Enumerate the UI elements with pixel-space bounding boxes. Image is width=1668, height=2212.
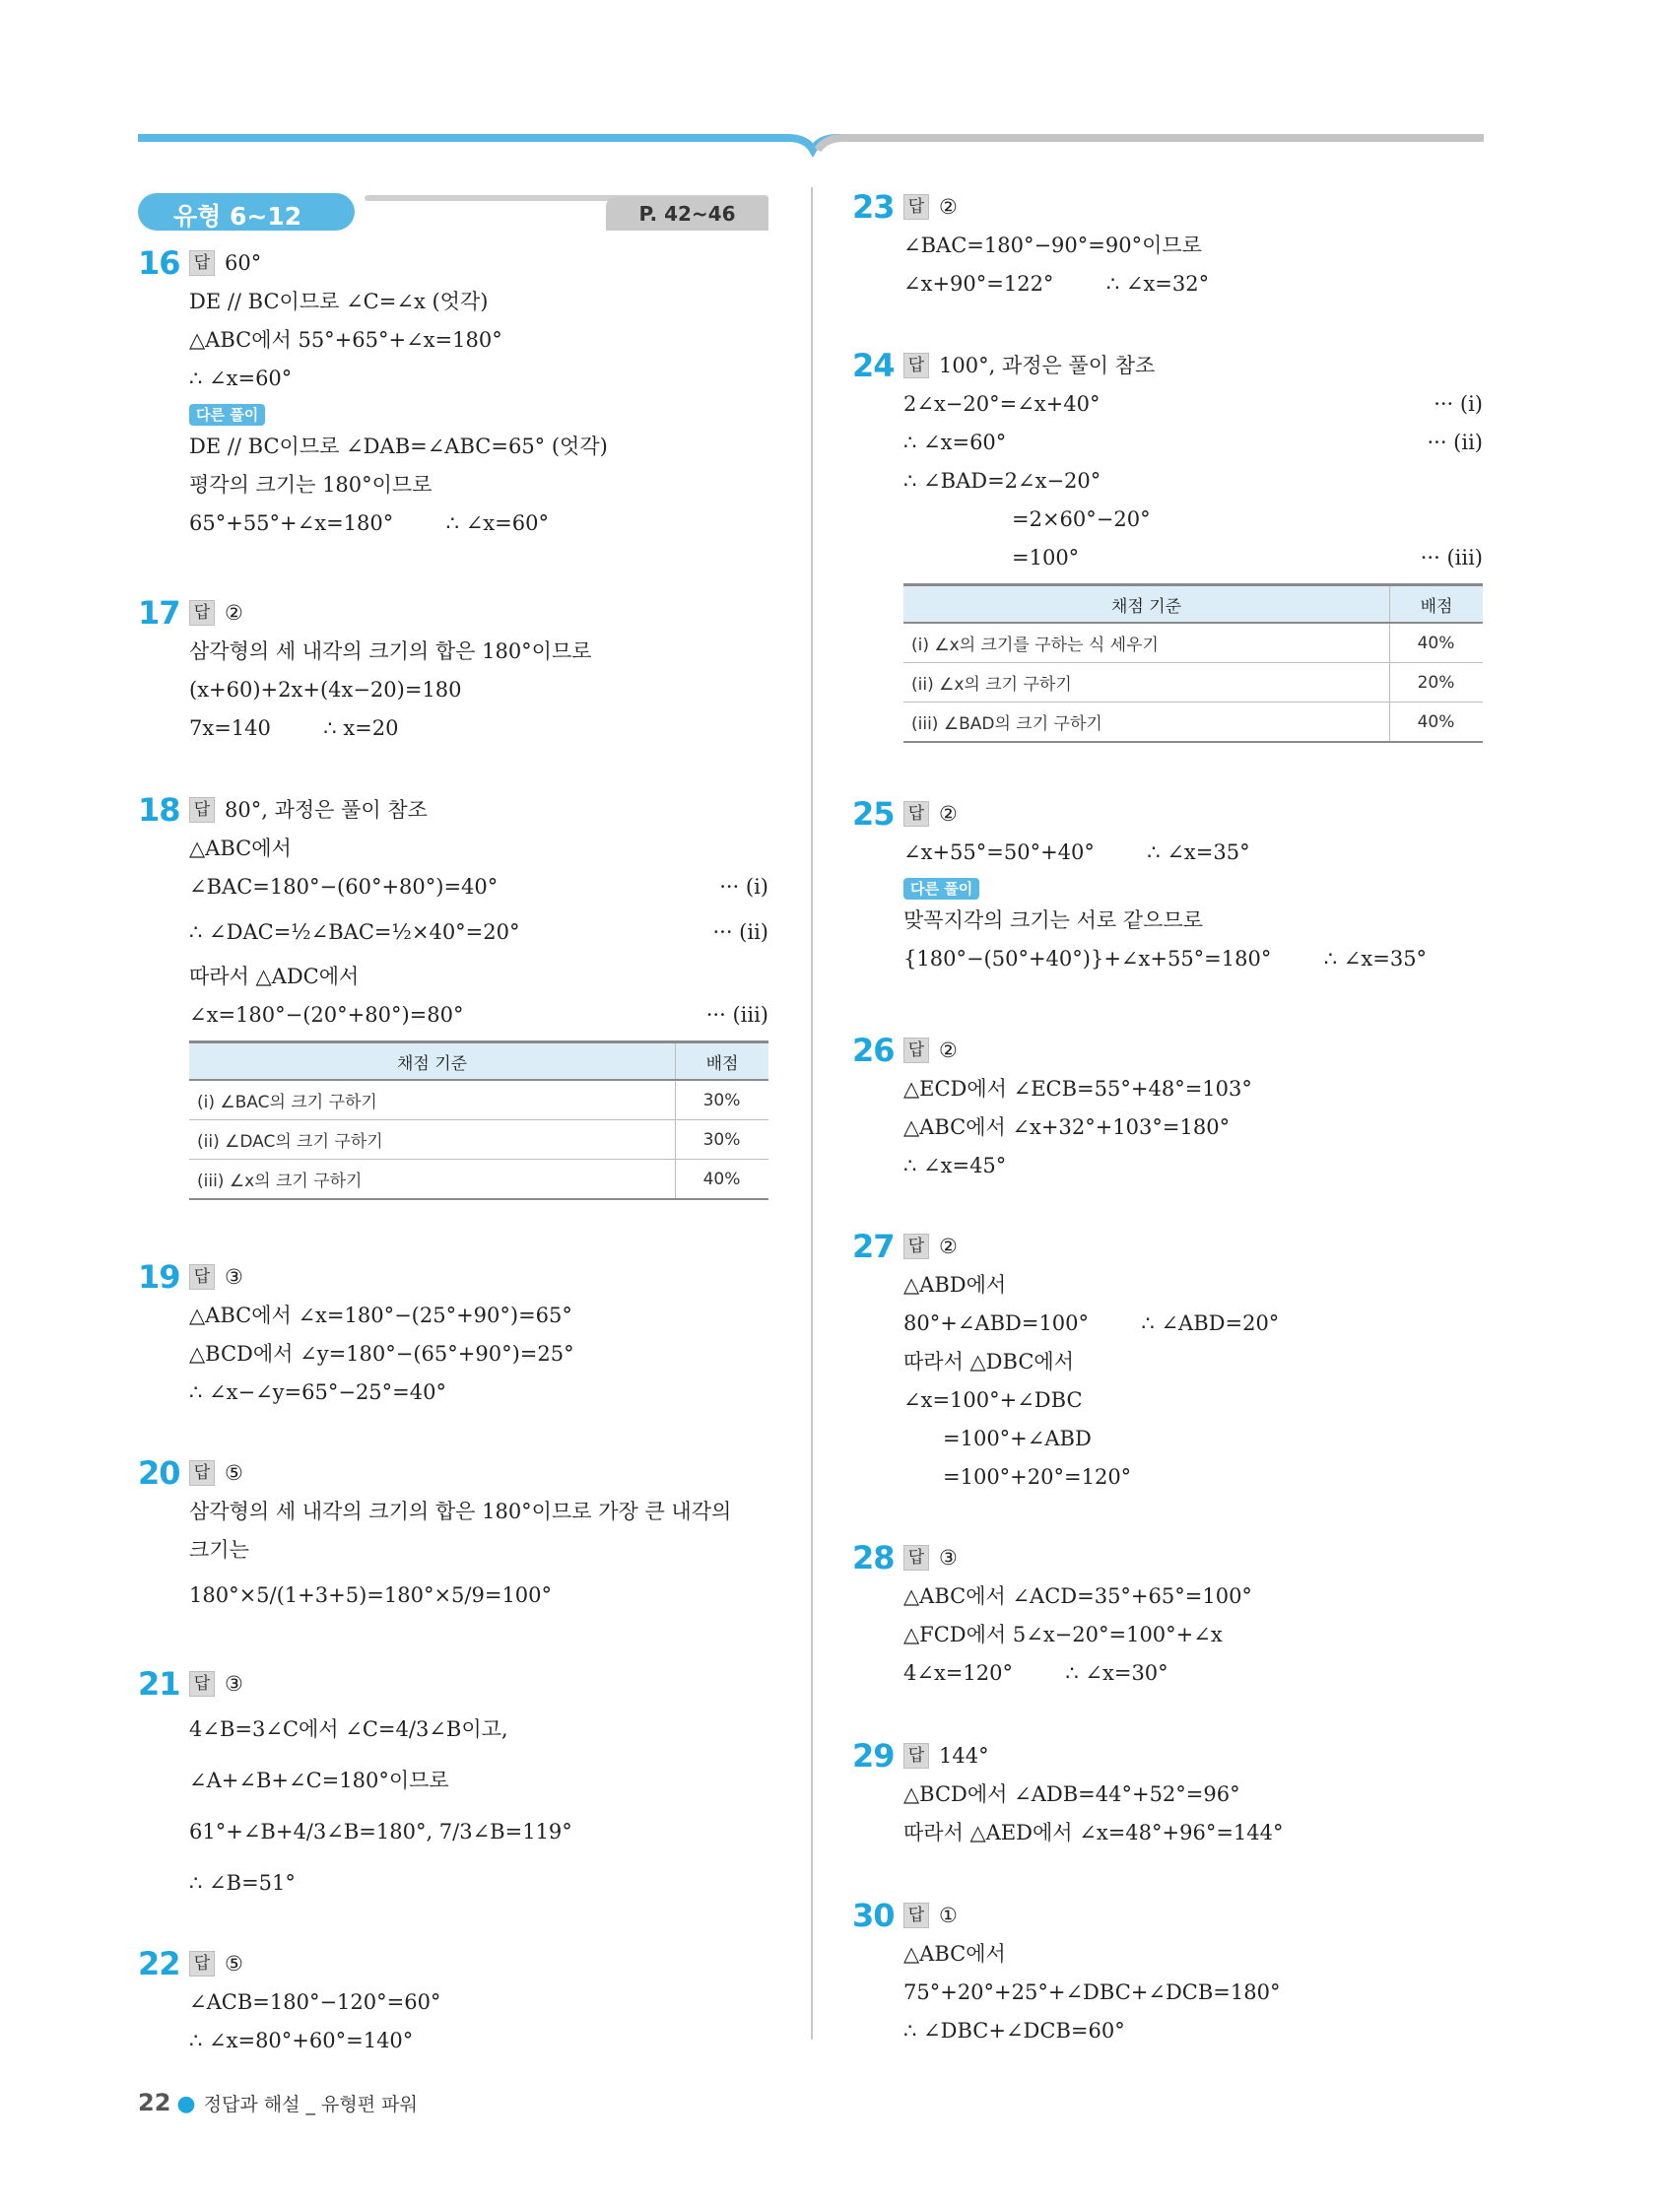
answer-icon: 답: [189, 600, 215, 626]
type-header: [138, 193, 768, 231]
problem-number: 24: [852, 347, 895, 384]
solution-line: ∠x=180°−(20°+80°)=80°: [189, 1003, 464, 1027]
problem-number: 27: [852, 1228, 895, 1265]
footer-title: 정답과 해설 _ 유형편 파워: [203, 2094, 418, 2115]
answer: 100°, 과정은 풀이 참조: [939, 354, 1156, 377]
answer: ③: [939, 1546, 958, 1570]
answer: 80°, 과정은 풀이 참조: [225, 798, 428, 822]
answer: ⑤: [225, 1952, 243, 1976]
solution-line: 2∠x−20°=∠x+40°: [903, 392, 1101, 416]
solution-line: 평각의 크기는 180°이므로: [189, 473, 433, 497]
other-solution-badge: 다른 풀이: [903, 878, 979, 900]
bullet-icon: ●: [176, 2092, 196, 2116]
solution-line: △FCD에서 5∠x−20°=100°+∠x: [903, 1623, 1223, 1646]
answer-icon: 답: [903, 1545, 929, 1571]
problem-number: 21: [138, 1665, 180, 1703]
solution-line: =100°+∠ABD: [943, 1427, 1092, 1450]
solution-line: 4∠x=120° ∴ ∠x=30°: [903, 1661, 1168, 1685]
answer: ②: [939, 195, 958, 219]
solution-line: 65°+55°+∠x=180° ∴ ∠x=60°: [189, 511, 549, 535]
other-solution-badge: 다른 풀이: [189, 404, 265, 426]
step-mark: ··· (iii): [1420, 546, 1483, 570]
solution-line: =100°: [1012, 546, 1080, 570]
solution-line: 크기는: [189, 1538, 249, 1562]
solution-line: 61°+∠B+4/3∠B=180°, 7/3∠B=119°: [189, 1820, 572, 1843]
answer-icon: 답: [903, 1903, 929, 1928]
step-mark: ··· (ii): [712, 920, 768, 944]
solution-line: ∴ ∠x=60°: [903, 431, 1007, 454]
table-row: (iii) ∠x의 크기 구하기 40%: [189, 1160, 768, 1200]
solution-line: DE // BC이므로 ∠C=∠x (엇각): [189, 290, 489, 313]
solution-line: =2×60°−20°: [1012, 507, 1151, 531]
solution-line: △ABC에서 55°+65°+∠x=180°: [189, 328, 502, 352]
problem-number: 22: [138, 1945, 180, 1982]
solution-line: △BCD에서 ∠ADB=44°+52°=96°: [903, 1782, 1240, 1806]
table-row: (iii) ∠BAD의 크기 구하기 40%: [903, 703, 1483, 743]
type-label: 유형 6~12: [173, 202, 302, 231]
solution-line: △BCD에서 ∠y=180°−(65°+90°)=25°: [189, 1342, 574, 1366]
solution-line: ∠BAC=180°−90°=90°이므로: [903, 234, 1202, 257]
solution-line: 4∠B=3∠C에서 ∠C=4/3∠B이고,: [189, 1717, 508, 1741]
problem-number: 28: [852, 1539, 895, 1576]
solution-line: =100°+20°=120°: [943, 1465, 1132, 1489]
step-mark: ··· (i): [719, 875, 768, 899]
solution-line: ∠x=100°+∠DBC: [903, 1388, 1083, 1412]
solution-line: ∠BAC=180°−(60°+80°)=40°: [189, 875, 499, 899]
solution-line: 180°×5/(1+3+5)=180°×5/9=100°: [189, 1583, 553, 1607]
answer: ⑤: [225, 1461, 243, 1485]
problem-number: 23: [852, 188, 895, 226]
solution-line: ∠x+90°=122° ∴ ∠x=32°: [903, 272, 1210, 296]
answer: ③: [225, 1672, 243, 1696]
solution-line: DE // BC이므로 ∠DAB=∠ABC=65° (엇각): [189, 435, 608, 458]
solution-line: ∠A+∠B+∠C=180°이므로: [189, 1769, 449, 1792]
problem-number: 19: [138, 1258, 180, 1296]
solution-line: △ECD에서 ∠ECB=55°+48°=103°: [903, 1077, 1252, 1101]
solution-line: (x+60)+2x+(4x−20)=180: [189, 678, 462, 702]
solution-line: 삼각형의 세 내각의 크기의 합은 180°이므로 가장 큰 내각의: [189, 1500, 732, 1523]
scoring-table: 채점 기준 배점 (i) ∠x의 크기를 구하는 식 세우기 40% (ii) ∠x의 크기 구하기 20% (iii) ∠BAD의 크기 구하기 40%: [903, 583, 1483, 743]
solution-line: ∴ ∠BAD=2∠x−20°: [903, 469, 1101, 493]
top-divider: [0, 0, 1668, 158]
answer-icon: 답: [189, 1951, 215, 1977]
solution-line: ∴ ∠DBC+∠DCB=60°: [903, 2019, 1125, 2043]
solution-line: △ABC에서 ∠x+32°+103°=180°: [903, 1115, 1231, 1139]
solution-line: ∴ ∠x=60°: [189, 367, 293, 390]
table-row: (ii) ∠x의 크기 구하기 20%: [903, 663, 1483, 703]
answer: ②: [225, 601, 243, 625]
page-number: 22: [138, 2089, 171, 2116]
step-mark: ··· (iii): [705, 1003, 768, 1027]
problem-number: 29: [852, 1737, 895, 1775]
problem-number: 26: [852, 1032, 895, 1069]
answer: 60°: [225, 251, 262, 275]
solution-line: △ABC에서: [903, 1942, 1006, 1966]
answer-icon: 답: [903, 801, 929, 827]
solution-line: △ABC에서 ∠ACD=35°+65°=100°: [903, 1584, 1252, 1608]
answer: ③: [225, 1265, 243, 1289]
answer-icon: 답: [189, 1460, 215, 1486]
column-divider: [811, 187, 813, 2040]
answer-icon: 답: [903, 353, 929, 378]
problem-number: 30: [852, 1897, 895, 1934]
solution-line: 7x=140 ∴ x=20: [189, 716, 399, 740]
answer-icon: 답: [189, 250, 215, 276]
solution-line: {180°−(50°+40°)}+∠x+55°=180° ∴ ∠x=35°: [903, 947, 1428, 971]
answer-icon: 답: [903, 194, 929, 220]
solution-line: 따라서 △AED에서 ∠x=48°+96°=144°: [903, 1821, 1284, 1844]
table-row: (i) ∠x의 크기를 구하는 식 세우기 40%: [903, 623, 1483, 663]
answer: 144°: [939, 1744, 989, 1768]
table-row: (ii) ∠DAC의 크기 구하기 30%: [189, 1120, 768, 1160]
solution-line: 삼각형의 세 내각의 크기의 합은 180°이므로: [189, 639, 592, 663]
solution-line: ∠ACB=180°−120°=60°: [189, 1990, 441, 2014]
scoring-table: 채점 기준 배점 (i) ∠BAC의 크기 구하기 30% (ii) ∠DAC의 크기 구하기 30% (iii) ∠x의 크기 구하기 40%: [189, 1040, 768, 1200]
solution-line: 따라서 △DBC에서: [903, 1350, 1074, 1374]
page-footer: [138, 2089, 418, 2116]
answer-icon: 답: [189, 1671, 215, 1697]
solution-line: ∴ ∠x−∠y=65°−25°=40°: [189, 1380, 446, 1404]
solution-line: ∴ ∠DAC=½∠BAC=½×40°=20°: [189, 920, 520, 944]
solution-line: △ABC에서: [189, 837, 292, 860]
solution-line: ∴ ∠B=51°: [189, 1871, 296, 1895]
answer: ②: [939, 802, 958, 826]
page-range: P. 42~46: [606, 197, 768, 231]
answer-icon: 답: [903, 1038, 929, 1063]
problem-number: 18: [138, 791, 180, 829]
solution-line: 따라서 △ADC에서: [189, 965, 360, 988]
solution-line: 맞꼭지각의 크기는 서로 같으므로: [903, 908, 1204, 932]
problem-number: 20: [138, 1454, 180, 1492]
answer-icon: 답: [189, 797, 215, 823]
answer: ①: [939, 1904, 958, 1927]
problem-number: 25: [852, 795, 895, 833]
answer-icon: 답: [903, 1234, 929, 1259]
step-mark: ··· (ii): [1427, 431, 1483, 454]
solution-line: 80°+∠ABD=100° ∴ ∠ABD=20°: [903, 1311, 1280, 1335]
solution-line: ∠x+55°=50°+40° ∴ ∠x=35°: [903, 840, 1250, 864]
solution-line: △ABC에서 ∠x=180°−(25°+90°)=65°: [189, 1304, 572, 1327]
solution-line: △ABD에서: [903, 1273, 1007, 1297]
step-mark: ··· (i): [1434, 392, 1483, 416]
solution-line: ∴ ∠x=45°: [903, 1154, 1007, 1177]
answer-icon: 답: [189, 1264, 215, 1290]
problem-number: 17: [138, 594, 180, 632]
answer-icon: 답: [903, 1743, 929, 1769]
solution-line: 75°+20°+25°+∠DBC+∠DCB=180°: [903, 1980, 1281, 2004]
answer: ②: [939, 1235, 958, 1258]
answer: ②: [939, 1039, 958, 1062]
solution-line: ∴ ∠x=80°+60°=140°: [189, 2029, 414, 2052]
problem-number: 16: [138, 244, 180, 282]
table-row: (i) ∠BAC의 크기 구하기 30%: [189, 1080, 768, 1120]
